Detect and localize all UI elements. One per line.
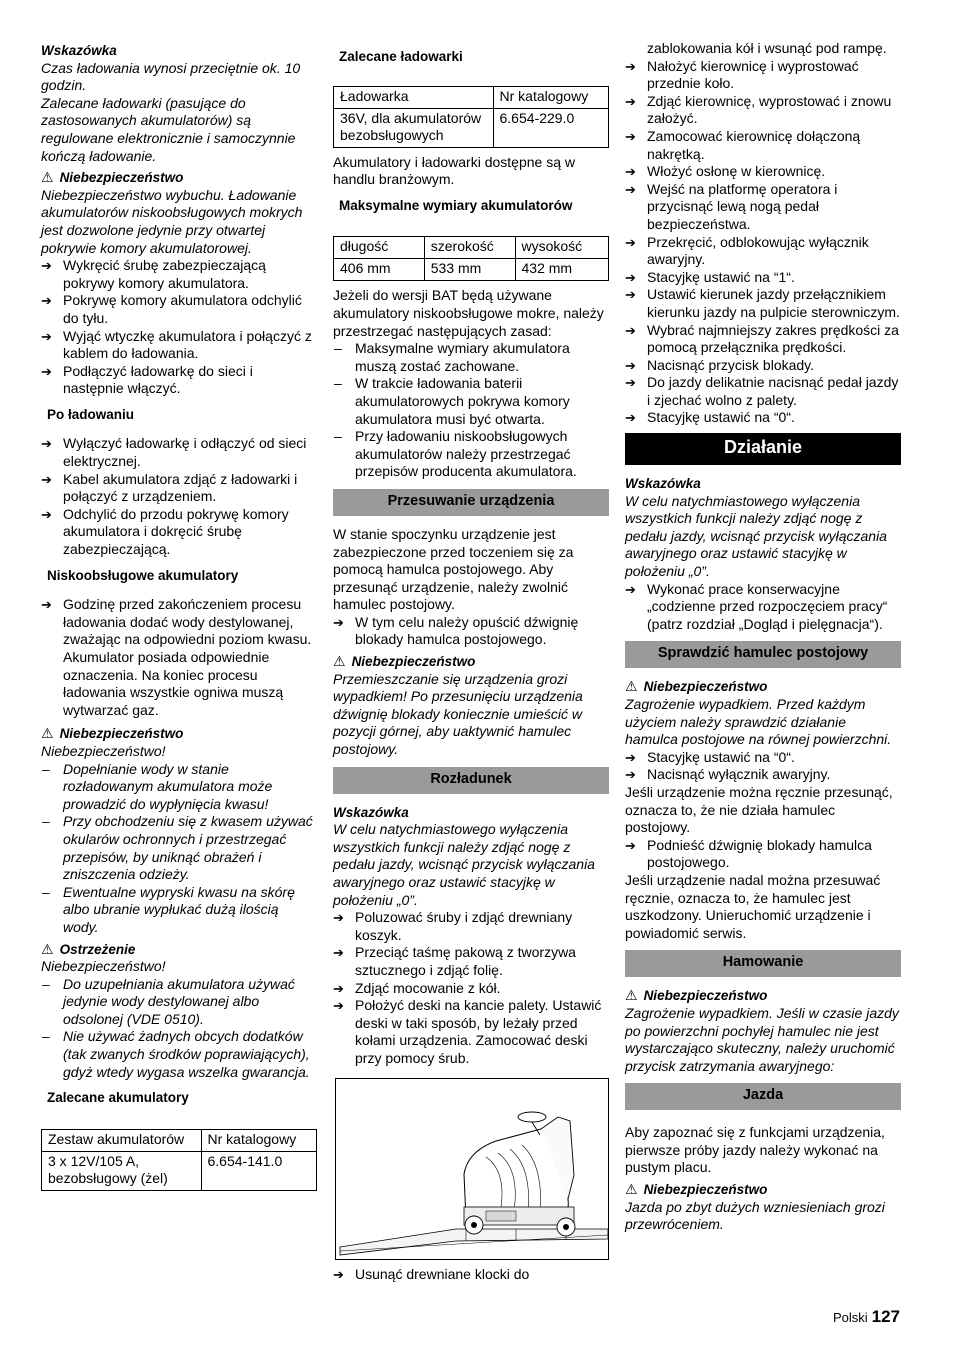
warning-text: Niebezpieczeństwo! — [41, 958, 166, 975]
page-number: 127 — [871, 1307, 900, 1326]
note-label: Wskazówka — [41, 43, 117, 58]
step-list — [625, 581, 901, 634]
dash-list — [41, 761, 317, 937]
list-item: ➔ Nałożyć kierownicę i wyprostować przednie koło. — [625, 58, 901, 93]
warning-triangle-icon: ⚠ — [41, 725, 54, 742]
table-header: Zestaw akumulatorów — [42, 1129, 202, 1151]
moving-text: W stanie spoczynku urządzenie jest zabezpieczone przed toczeniem się za pomocą hamulca postojowego. Aby przesunąć urządzenie, należy zwolnić hamulec postojowy. — [333, 525, 574, 613]
step-list — [41, 257, 317, 398]
note-label: Wskazówka — [333, 804, 409, 820]
step-list — [625, 749, 901, 784]
list-item: ➔ Zdjąć kierownicę, wyprostować i znowu założyć. — [625, 93, 901, 128]
step-list — [41, 596, 317, 719]
subheading-max-dimensions: Maksymalne wymiary akumulatorów — [339, 197, 573, 213]
list-item: ➔ Stacyjkę ustawić na “0“. — [625, 749, 901, 767]
availability-text: Akumulatory i ładowarki dostępne są w handlu branżowym. — [333, 153, 576, 188]
section-heading-unloading: Rozładunek — [333, 767, 609, 794]
list-item: ➔ Przekręcić, odblokowując wyłącznik awaryjny. — [625, 234, 901, 269]
step-list — [333, 614, 609, 649]
list-item: ➔ Wykonać prace konserwacyjne „codzienne przed rozpoczęciem pracy“ (patrz rozdział „Dogląd i pielęgnacja“). — [625, 581, 901, 634]
list-item: – Przy ładowaniu niskoobsługowych akumulatorów należy przestrzegać przepisów producenta akumulatora. — [333, 428, 609, 481]
scrubber-machine-on-ramp-illustration — [336, 1079, 608, 1259]
danger-label: ⚠ Niebezpieczeństwo — [41, 169, 184, 186]
list-item: ➔ Godzinę przed zakończeniem procesu ładowania dodać wody destylowanej, zważając na odpowiedni poziom kwasu. Akumulator posiada odpowiednie oznaczenia. Na koniec procesu ładowania wszystkie ogniwa muszą wytwarzać gaz. — [41, 596, 317, 719]
note-text: W celu natychmiastowego wyłączenia wszystkich funkcji należy zdjąć nogę z pedału jazdy, wcisnąć przycisk wyłączania awaryjnego oraz ustawić stacyjkę w położeniu „0”. — [333, 821, 595, 908]
note-label: Wskazówka — [625, 476, 701, 492]
dimensions-table — [333, 236, 609, 281]
step-list — [625, 837, 901, 872]
list-item: – Przy obchodzeniu się z kwasem używać okularów ochronnych i przestrzegać przepisów, by uniknąć obrażeń i zniszczenia odzieży. — [41, 813, 317, 883]
warning-triangle-icon: ⚠ — [333, 653, 346, 670]
section-heading-moving: Przesuwanie urządzenia — [333, 489, 609, 516]
step-list — [333, 1266, 609, 1284]
charger-table — [333, 86, 609, 148]
list-item: – Dopełnianie wody w stanie rozładowanym akumulatora może prowadzić do wypłynięcia kwasu! — [41, 761, 317, 814]
list-item: ➔ Do jazdy delikatnie nacisnąć pedał jazdy i zjechać wolno z palety. — [625, 374, 901, 409]
table-header: długość — [334, 237, 425, 259]
list-item: ➔ Pokrywę komory akumulatora odchylić do tyłu. — [41, 292, 317, 327]
danger-label: ⚠ Niebezpieczeństwo — [333, 653, 476, 670]
list-item: ➔ Stacyjkę ustawić na “1“. — [625, 269, 901, 287]
danger-text: Niebezpieczeństwo! — [41, 742, 166, 759]
table-header: szerokość — [424, 237, 515, 259]
table-cell: 6.654-229.0 — [493, 108, 609, 147]
table-header: Ładowarka — [334, 86, 494, 108]
warning-label: ⚠ Ostrzeżenie — [41, 940, 136, 957]
list-item: ➔ Nacisnąć wyłącznik awaryjny. — [625, 766, 901, 784]
note-text: Zalecane ładowarki (pasujące do zastosowanych akumulatorów) są regulowane elektronicznie i samoczynnie kończą ładowanie. — [41, 94, 296, 164]
step-list — [625, 58, 901, 427]
list-item: ➔ Odchylić do przodu pokrywę komory akumulatora i dokręcić śrubę zabezpieczającą. — [41, 506, 317, 559]
list-item: – Nie używać żadnych obcych dodatków (tak zwanych środków poprawiających), gdyż wtedy wygasa wszelka gwarancja. — [41, 1028, 317, 1081]
warning-triangle-icon: ⚠ — [625, 1181, 638, 1198]
dash-list — [333, 340, 609, 481]
table-cell: 533 mm — [424, 259, 515, 281]
list-item: ➔ W tym celu należy opuścić dźwignię blokady hamulca postojowego. — [333, 614, 609, 649]
danger-label: ⚠ Niebezpieczeństwo — [625, 1181, 768, 1198]
column-left — [41, 42, 317, 1197]
list-item: ➔ Zdjąć mocowanie z kół. — [333, 980, 609, 998]
warning-triangle-icon: ⚠ — [625, 987, 638, 1004]
driving-text: Aby zapoznać się z funkcjami urządzenia, pierwsze próby jazdy należy wykonać na pustym placu. — [625, 1124, 885, 1176]
subheading-batteries: Zalecane akumulatory — [47, 1090, 189, 1106]
footer-language: Polski — [832, 1310, 868, 1325]
danger-text: Niebezpieczeństwo wybuchu. Ładowanie akumulatorów niskoobsługowych mokrych jest dozwolone jedynie przy otwartej pokrywie komory akumulatorowej. — [41, 186, 303, 256]
list-item: ➔ Położyć deski na kancie palety. Ustawić deski w taki sposób, by leżały przed kołami urządzenia. Zamocować deski przy pomocy śrub. — [333, 997, 609, 1067]
table-cell: 3 x 12V/105 A, bezobsługowy (żel) — [42, 1151, 202, 1190]
list-item: ➔ Włożyć osłonę w kierownicę. — [625, 163, 901, 181]
danger-text: Przemieszczanie się urządzenia grozi wypadkiem! Po przesunięciu urządzenia dźwignię blokady koniecznie umieścić w pozycji górnej, aby uaktywnić hamulec postojowy. — [333, 670, 583, 758]
list-item: ➔ Nacisnąć przycisk blokady. — [625, 357, 901, 375]
section-heading-driving: Jazda — [625, 1083, 901, 1110]
note-text: Czas ładowania wynosi przeciętnie ok. 10 godzin. — [41, 59, 301, 94]
list-item: – Do uzupełniania akumulatora używać jedynie wody destylowanej albo odsolonej (VDE 0510). — [41, 976, 317, 1029]
list-item: ➔ Kabel akumulatora zdjąć z ładowarki i połączyć z urządzeniem. — [41, 471, 317, 506]
danger-text: Zagrożenie wypadkiem. Przed każdym użyciem należy sprawdzić działanie hamulca postojowe na równej powierzchni. — [625, 696, 892, 748]
table-cell: 36V, dla akumulatorów bezobsługowych — [334, 108, 494, 147]
table-cell: 6.654-141.0 — [201, 1151, 317, 1190]
danger-text: Jazda po zbyt dużych wzniesieniach grozi przewróceniem. — [625, 1198, 885, 1233]
list-item: – Ewentualne wypryski kwasu na skórę albo ubranie wypłukać dużą ilością wody. — [41, 884, 317, 937]
list-item: ➔ Wejść na platformę operatora i przycisnąć lewą nogą pedał bezpieczeństwa. — [625, 181, 901, 234]
section-heading-braking: Hamowanie — [625, 950, 901, 977]
brake-text: Jeśli urządzenie nadal można przesuwać ręcznie, oznacza to, że hamulec jest uszkodzony. Unieruchomić urządzenie i powiadomić serwis. — [625, 871, 881, 941]
table-header: wysokość — [515, 237, 609, 259]
step-list — [333, 909, 609, 1067]
table-header: Nr katalogowy — [493, 86, 609, 108]
note-text: W celu natychmiastowego wyłączenia wszystkich funkcji należy zdjąć nogę z pedału jazdy, wcisnąć przycisk wyłączania awaryjnego oraz ustawić stacyjkę w położeniu „0”. — [625, 492, 887, 580]
continued-text: zablokowania kół i wsunąć pod rampę. — [647, 40, 887, 56]
warning-triangle-icon: ⚠ — [41, 169, 54, 186]
list-item: ➔ Poluzować śruby i zdjąć drewniany koszyk. — [333, 909, 609, 944]
section-heading-parking-brake: Sprawdzić hamulec postojowy — [625, 641, 901, 668]
list-item: ➔ Stacyjkę ustawić na “0“. — [625, 409, 901, 427]
subheading-low-maintenance: Niskoobsługowe akumulatory — [47, 567, 239, 583]
step-list — [41, 435, 317, 558]
danger-label: ⚠ Niebezpieczeństwo — [625, 678, 768, 695]
table-cell: 406 mm — [334, 259, 425, 281]
list-item: ➔ Wyłączyć ładowarkę i odłączyć od sieci elektrycznej. — [41, 435, 317, 470]
list-item: ➔ Podnieść dźwignię blokady hamulca postojowego. — [625, 837, 901, 872]
danger-label: ⚠ Niebezpieczeństwo — [41, 725, 184, 742]
column-right — [625, 42, 901, 1234]
unloading-illustration — [335, 1078, 609, 1260]
list-item: – W trakcie ładowania baterii akumulatorowych pokrywa komory akumulatora musi być otwarta. — [333, 375, 609, 428]
subheading-chargers: Zalecane ładowarki — [339, 49, 463, 64]
list-item: ➔ Ustawić kierunek jazdy przełącznikiem kierunku jazdy na pulpicie sterowniczym. — [625, 286, 901, 321]
danger-label: ⚠ Niebezpieczeństwo — [625, 987, 768, 1004]
chapter-heading-operation: Działanie — [625, 433, 901, 465]
brake-text: Jeśli urządzenie można ręcznie przesunąć, oznacza to, że nie działa hamulec postojowy. — [625, 783, 893, 836]
table-header: Nr katalogowy — [201, 1129, 317, 1151]
list-item: – Maksymalne wymiary akumulatora muszą zostać zachowane. — [333, 340, 609, 375]
list-item: ➔ Wybrać najmniejszy zakres prędkości za pomocą przełącznika prędkości. — [625, 322, 901, 357]
danger-text: Zagrożenie wypadkiem. Jeśli w czasie jazdy po powierzchni pochyłej hamulec nie jest wystarczająco skuteczny, należy uruchomić przycisk zatrzymania awaryjnego: — [625, 1004, 899, 1074]
list-item: ➔ Wykręcić śrubę zabezpieczającą pokrywy komory akumulatora. — [41, 257, 317, 292]
subheading-after-charging: Po ładowaniu — [47, 406, 135, 422]
list-item: ➔ Usunąć drewniane klocki do — [333, 1266, 609, 1284]
battery-table — [41, 1129, 317, 1191]
list-item: ➔ Wyjąć wtyczkę akumulatora i połączyć z kablem do ładowania. — [41, 328, 317, 363]
list-item: ➔ Przeciąć taśmę pakową z tworzywa sztucznego i zdjąć folię. — [333, 944, 609, 979]
dash-list — [41, 976, 317, 1082]
list-item: ➔ Podłączyć ładowarkę do sieci i następnie włączyć. — [41, 363, 317, 398]
warning-triangle-icon: ⚠ — [41, 940, 54, 957]
warning-triangle-icon: ⚠ — [625, 678, 638, 695]
page-footer — [770, 1308, 900, 1327]
table-cell: 432 mm — [515, 259, 609, 281]
rules-text: Jeżeli do wersji BAT będą używane akumulatory niskoobsługowe mokre, należy przestrzegać następujących zasad: — [333, 287, 604, 339]
list-item: ➔ Zamocować kierownicę dołączoną nakrętką. — [625, 128, 901, 163]
column-middle — [333, 42, 609, 1283]
